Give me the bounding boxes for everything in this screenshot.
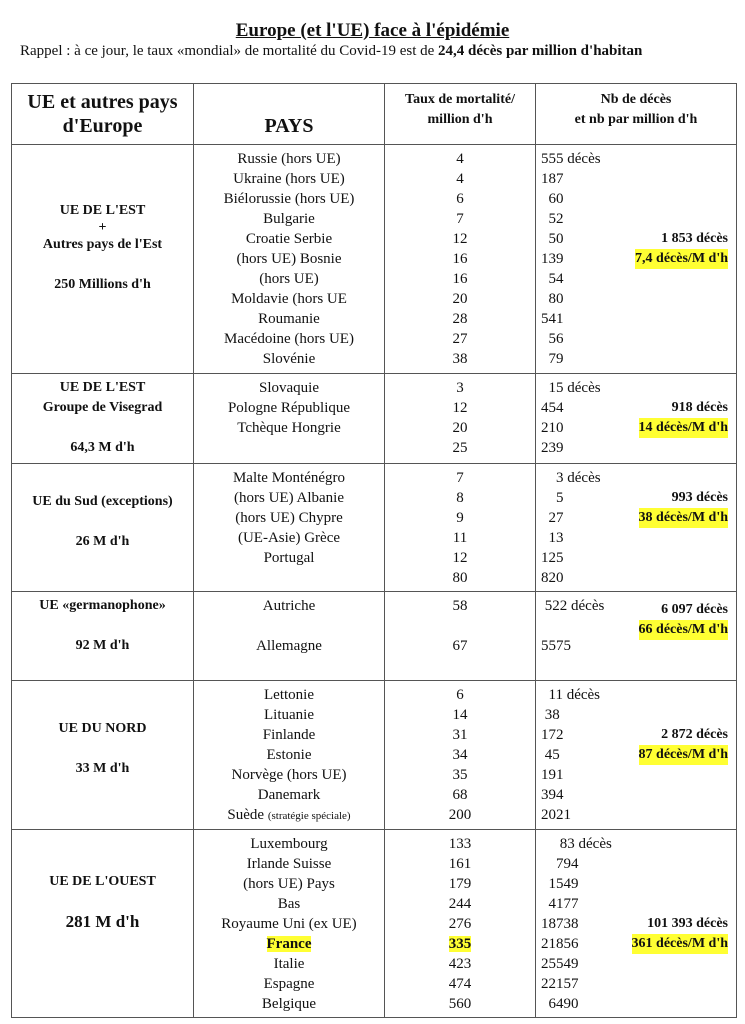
mortality-rate: 35 (452, 767, 468, 783)
mortality-rate: 38 (452, 351, 468, 367)
header-nb-line1: Nb de décès (600, 92, 672, 107)
group-total-deaths: 101 393 décès (647, 916, 728, 931)
mortality-rate: 12 (452, 400, 468, 416)
country-name: Autriche (262, 598, 316, 614)
mortality-rate: 34 (452, 747, 468, 763)
mortality-rate: 27 (452, 331, 468, 347)
mortality-rate: 276 (448, 916, 472, 932)
country-name-highlighted: France (266, 936, 312, 952)
region-line: UE DE L'EST (59, 380, 146, 395)
death-count: 18738 (541, 916, 579, 932)
group-rate-per-million: 14 décès/M d'h (639, 418, 728, 438)
mortality-rate: 25 (452, 440, 468, 456)
group-rate-wrap (639, 620, 728, 640)
country-name: Lituanie (264, 707, 314, 723)
taux-cell (385, 464, 536, 592)
group-summary (632, 914, 728, 954)
country-name: (hors UE) Albanie (234, 490, 344, 506)
death-count: 394 (541, 787, 564, 803)
country-name: Macédoine (hors UE) (224, 331, 354, 347)
country-name: Russie (hors UE) (237, 151, 341, 167)
group-row (12, 145, 737, 374)
death-count: 15 décès (541, 380, 601, 396)
death-count: 25549 (541, 956, 579, 972)
country-name: Luxembourg (250, 836, 328, 852)
death-count: 1549 (541, 876, 579, 892)
region-line: UE DU NORD (58, 721, 147, 736)
mortality-rate: 474 (448, 976, 472, 992)
death-count: 45 (541, 747, 560, 763)
mortality-rate: 16 (452, 251, 468, 267)
group-rate-wrap (635, 249, 728, 269)
mortality-rate: 58 (452, 598, 468, 614)
country-name (194, 616, 384, 636)
death-count: 541 (541, 311, 564, 327)
country-name: Portugal (263, 550, 315, 566)
page-title: Europe (et l'UE) face à l'épidémie (235, 20, 510, 41)
group-summary (639, 398, 728, 438)
death-count: 83 décès (541, 836, 612, 852)
group-summary (639, 488, 728, 528)
header-nb-line2: et nb par million d'h (574, 112, 698, 127)
mortality-rate: 80 (452, 570, 468, 586)
mortality-rate: 423 (448, 956, 472, 972)
death-count: 794 (541, 856, 579, 872)
header-pays: PAYS (194, 84, 385, 145)
subtitle (20, 42, 745, 60)
group-total-deaths: 993 décès (671, 490, 728, 505)
death-count: 187 (541, 171, 564, 187)
death-count: 3 décès (541, 470, 601, 486)
death-count: 454 (541, 400, 564, 416)
region-line: UE DE L'EST (59, 203, 146, 218)
death-count: 820 (541, 570, 564, 586)
mortality-rate: 31 (452, 727, 468, 743)
death-count: 80 (541, 291, 564, 307)
country-name: Biélorussie (hors UE) (223, 191, 355, 207)
group-rate-wrap (639, 508, 728, 528)
header-taux-line1: Taux de mortalité/ (405, 92, 515, 107)
country-name: Danemark (257, 787, 321, 803)
mortality-table (11, 83, 737, 1018)
mortality-rate: 12 (452, 550, 468, 566)
region-line: 92 M d'h (75, 638, 130, 653)
mortality-rate: 133 (448, 836, 472, 852)
group-rate-wrap (639, 418, 728, 438)
death-count: 79 (541, 351, 564, 367)
country-name: Malte Monténégro (232, 470, 346, 486)
death-count: 239 (541, 440, 564, 456)
country-name: Espagne (263, 976, 315, 992)
pays-cell (194, 464, 385, 592)
mortality-rate-highlighted: 335 (448, 936, 472, 952)
mortality-rate: 3 (456, 380, 464, 396)
mortality-rate (385, 616, 535, 636)
country-name: Bas (277, 896, 301, 912)
country-name: Allemagne (256, 638, 322, 654)
deces-cell (536, 464, 737, 592)
pays-cell (194, 374, 385, 464)
country-name (194, 934, 384, 954)
taux-cell (385, 145, 536, 374)
mortality-rate: 200 (448, 807, 472, 823)
region-line (12, 739, 193, 759)
mortality-rate: 161 (448, 856, 472, 872)
pays-cell (194, 592, 385, 681)
deces-cell (536, 681, 737, 830)
death-count: 191 (541, 767, 564, 783)
mortality-rate (385, 934, 535, 954)
region-cell (12, 681, 194, 830)
country-name: Pologne République (227, 400, 351, 416)
region-line (12, 699, 193, 719)
region-line (12, 512, 193, 532)
deces-cell (536, 592, 737, 681)
group-total-deaths: 2 872 décès (661, 727, 728, 742)
death-count: 125 (541, 550, 564, 566)
taux-cell (385, 830, 536, 1018)
deces-cell (536, 374, 737, 464)
pays-cell (194, 830, 385, 1018)
country-name: Belgique (261, 996, 317, 1012)
region-cell (12, 464, 194, 592)
country-name: (hors UE) Chypre (235, 510, 343, 526)
region-cell (12, 830, 194, 1018)
death-count: 38 (541, 707, 560, 723)
mortality-rate: 28 (452, 311, 468, 327)
region-line: Groupe de Visegrad (42, 400, 163, 415)
death-count: 60 (541, 191, 564, 207)
taux-cell (385, 592, 536, 681)
group-rate-per-million: 7,4 décès/M d'h (635, 249, 728, 269)
group-total-deaths: 6 097 décès (661, 602, 728, 617)
death-count: 56 (541, 331, 564, 347)
group-row (12, 830, 737, 1018)
subtitle-text: Rappel : à ce jour, le taux «mondial» de mortalité du Covid-19 est de (20, 43, 439, 59)
mortality-rate: 20 (452, 291, 468, 307)
region-line: 33 M d'h (75, 761, 130, 776)
deces-cell (536, 830, 737, 1018)
region-line (12, 255, 193, 275)
header-row (12, 84, 737, 145)
region-cell (12, 374, 194, 464)
mortality-rate: 16 (452, 271, 468, 287)
death-count: 52 (541, 211, 564, 227)
mortality-rate: 6 (456, 687, 464, 703)
region-line: 281 M d'h (65, 912, 140, 931)
region-line: + (98, 220, 107, 235)
death-count: 4177 (541, 896, 579, 912)
group-row (12, 592, 737, 681)
group-rate-wrap (632, 934, 728, 954)
mortality-rate: 67 (452, 638, 468, 654)
group-rate-per-million: 38 décès/M d'h (639, 508, 728, 528)
header-taux (385, 84, 536, 145)
death-count: 2021 (541, 807, 571, 823)
group-total-deaths: 1 853 décès (661, 231, 728, 246)
group-row (12, 374, 737, 464)
country-name: Slovénie (262, 351, 316, 367)
death-count: 50 (541, 231, 564, 247)
region-line: 64,3 M d'h (70, 440, 135, 455)
mortality-rate: 8 (456, 490, 464, 506)
death-count: 13 (541, 530, 564, 546)
group-rate-per-million: 361 décès/M d'h (632, 934, 728, 954)
taux-cell (385, 374, 536, 464)
group-row (12, 681, 737, 830)
mortality-rate: 9 (456, 510, 464, 526)
region-line: UE DE L'OUEST (49, 874, 156, 889)
pays-cell (194, 145, 385, 374)
mortality-rate: 7 (456, 211, 464, 227)
death-count: 27 (541, 510, 564, 526)
death-count: 210 (541, 420, 564, 436)
region-line (12, 616, 193, 636)
country-name: (UE-Asie) Grèce (237, 530, 341, 546)
country-name: Norvège (hors UE) (231, 767, 347, 783)
group-rate-per-million: 66 décès/M d'h (639, 620, 728, 640)
death-count: 5 (541, 490, 564, 506)
mortality-rate: 560 (448, 996, 472, 1012)
subtitle-world-rate: 24,4 décès par million d'habitan (438, 43, 643, 59)
mortality-rate: 7 (456, 470, 464, 486)
country-name: Bulgarie (263, 211, 315, 227)
mortality-rate: 4 (456, 171, 464, 187)
death-count: 22157 (541, 976, 579, 992)
country-name: Roumanie (258, 311, 320, 327)
region-cell (12, 592, 194, 681)
group-row (12, 464, 737, 592)
country-name: Croatie Serbie (245, 231, 333, 247)
pays-cell (194, 681, 385, 830)
deaths-list (536, 468, 736, 588)
death-count: 5575 (541, 638, 571, 654)
country-name: Moldavie (hors UE (231, 291, 347, 307)
country-name (194, 805, 384, 826)
country-name: Italie (273, 956, 305, 972)
group-rate-per-million: 87 décès/M d'h (639, 745, 728, 765)
region-line: Autres pays de l'Est (42, 237, 163, 252)
mortality-rate: 11 (452, 530, 468, 546)
death-count: 54 (541, 271, 564, 287)
country-name: Ukraine (hors UE) (233, 171, 345, 187)
death-count: 172 (541, 727, 564, 743)
header-nb (536, 84, 737, 145)
death-count: 21856 (541, 936, 579, 952)
country-name: (hors UE) (259, 271, 319, 287)
region-line (12, 892, 193, 912)
group-rate-wrap (639, 745, 728, 765)
mortality-rate: 4 (456, 151, 464, 167)
country-name: Lettonie (264, 687, 314, 703)
country-name: Estonie (266, 747, 312, 763)
country-note: (stratégie spéciale) (267, 810, 351, 822)
mortality-rate: 14 (452, 707, 468, 723)
mortality-rate: 179 (448, 876, 472, 892)
country-name: Finlande (262, 727, 316, 743)
country-name: Tchèque Hongrie (237, 420, 341, 436)
region-line (12, 418, 193, 438)
taux-cell (385, 681, 536, 830)
deces-cell (536, 145, 737, 374)
header-taux-line2: million d'h (427, 112, 493, 127)
region-line: UE «germanophone» (39, 598, 166, 613)
country-name: Slovaquie (259, 380, 319, 396)
death-count: 522 décès (541, 598, 605, 614)
region-line: UE du Sud (exceptions) (32, 494, 173, 509)
death-count: 139 (541, 251, 564, 267)
mortality-rate: 6 (456, 191, 464, 207)
region-line: 250 Millions d'h (54, 277, 151, 292)
country-name-text: Suède (227, 807, 265, 823)
region-line (12, 472, 193, 492)
group-summary (639, 600, 728, 640)
country-name: (hors UE) Pays (243, 876, 335, 892)
group-summary (639, 725, 728, 765)
header-region: UE et autres pays d'Europe (12, 84, 194, 145)
country-name: Irlande Suisse (246, 856, 332, 872)
mortality-rate: 12 (452, 231, 468, 247)
country-name: (hors UE) Bosnie (236, 251, 342, 267)
death-count: 555 décès (541, 151, 601, 167)
group-total-deaths: 918 décès (671, 400, 728, 415)
region-cell (12, 145, 194, 374)
country-name: Royaume Uni (ex UE) (221, 916, 357, 932)
mortality-rate: 20 (452, 420, 468, 436)
death-count: 11 décès (541, 687, 601, 703)
group-summary (635, 229, 728, 269)
death-count: 6490 (541, 996, 579, 1012)
mortality-rate: 244 (448, 896, 472, 912)
region-line: 26 M d'h (75, 534, 130, 549)
mortality-rate: 68 (452, 787, 468, 803)
